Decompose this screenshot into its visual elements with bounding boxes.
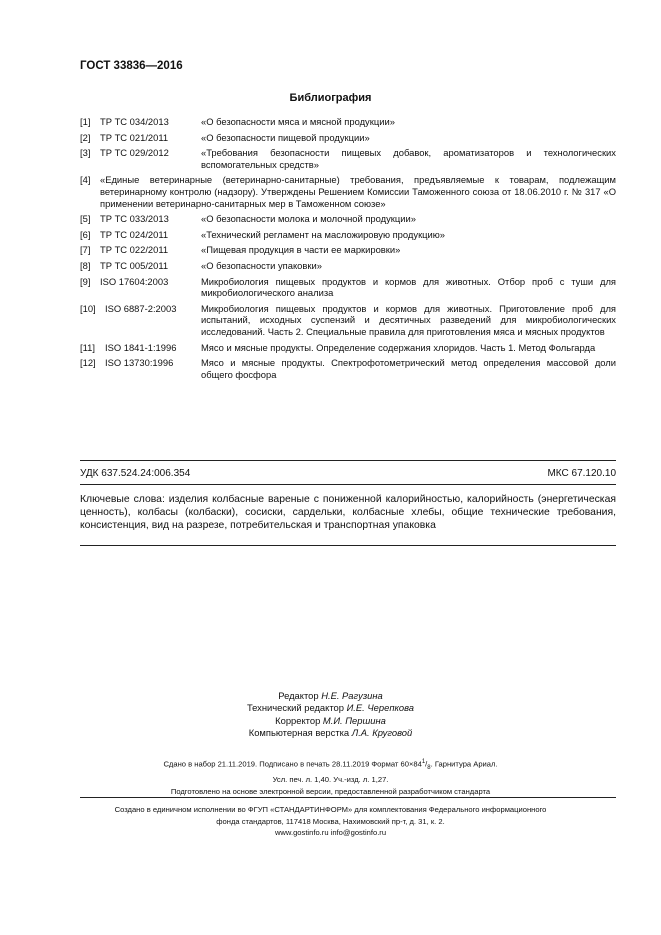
- bib-item-code: ТР ТС 024/2011: [100, 228, 169, 240]
- credit-name: М.И. Першина: [322, 714, 386, 726]
- bib-item: [80, 357, 616, 380]
- credit-role: Компьютерная верстка: [248, 727, 350, 739]
- bib-item-number: [3]: [80, 147, 91, 159]
- bib-item-code: ТР ТС 029/2012: [100, 147, 169, 159]
- bib-item-number: [12]: [80, 357, 96, 369]
- credit-line: [0, 715, 661, 727]
- divider-footer: [80, 797, 616, 798]
- bib-item: [80, 260, 616, 272]
- bib-item-title: Мясо и мясные продукты. Определение содержания хлоридов. Часть 1. Метод Фольгарда: [201, 341, 596, 353]
- bib-item-number: [1]: [80, 116, 91, 127]
- bib-item-number: [2]: [80, 131, 91, 143]
- credit-line: [0, 727, 661, 739]
- print-info: [0, 756, 661, 799]
- bib-item-title: «Технический регламент на масложировую продукцию»: [201, 228, 446, 240]
- bib-item-code: ТР ТС 022/2011: [100, 244, 169, 256]
- bib-item: [80, 147, 616, 170]
- bib-item-number: [9]: [80, 275, 91, 287]
- bib-item-title: «О безопасности упаковки»: [201, 259, 322, 271]
- bib-item: [80, 213, 616, 225]
- print-font: . Гарнитура Ариал.: [430, 759, 498, 769]
- bib-item: [80, 229, 616, 241]
- bib-item-code: ISO 13730:1996: [105, 357, 174, 369]
- credit-role: Технический редактор: [246, 702, 344, 714]
- bib-item-number: [11]: [80, 341, 95, 353]
- bib-item-number: [8]: [80, 259, 91, 271]
- bib-item-number: [5]: [80, 213, 91, 225]
- bib-item-title: «О безопасности мяса и мясной продукции»: [201, 116, 395, 127]
- credit-line: [0, 702, 661, 714]
- footer-links: www.gostinfo.ru info@gostinfo.ru: [274, 828, 387, 838]
- bib-item: [80, 174, 616, 209]
- udk-code: УДК 637.524.24:006.354: [80, 468, 191, 479]
- bib-item-title: «Единые ветеринарные (ветеринарно-санитарные) требования, предъявляемые к товарам, подлежащим ветеринарному контролю (надзору). Утверждены Решением Комиссии Таможенного союза от 18.06.2010 г. № 317 «О применении ветеринарно-санитарных мер в Таможенном союзе»: [100, 174, 616, 209]
- bib-item-code: ISO 6887-2:2003: [105, 302, 177, 314]
- bibliography-list: [80, 116, 616, 384]
- credit-role: Корректор: [275, 714, 321, 726]
- footer-line: Создано в единичном исполнении во ФГУП «СТАНДАРТИНФОРМ» для комплектования Федерального информационного: [114, 805, 547, 814]
- print-dates: Сдано в набор 21.11.2019. Подписано в печать 28.11.2019 Формат 60×84: [163, 759, 422, 769]
- format-numerator: 1: [421, 759, 426, 765]
- format-denominator: 8: [427, 765, 431, 772]
- divider-top: [80, 460, 616, 461]
- standard-number: ГОСТ 33836—2016: [80, 60, 183, 72]
- bib-item: [80, 303, 616, 338]
- bib-item-title: «Требования безопасности пищевых добавок, ароматизаторов и технологических вспомогательных средств»: [201, 147, 616, 170]
- bib-item: [80, 276, 616, 299]
- bib-item-title: Микробиология пищевых продуктов и кормов для животных. Отбор проб с туши для микробиологического анализа: [201, 275, 616, 299]
- bib-item-code: ISO 1841-1:1996: [105, 341, 177, 353]
- mks-code: МКС 67.120.10: [547, 468, 616, 479]
- bib-item: [80, 342, 616, 354]
- print-source: Подготовлено на основе электронной версии, предоставленной разработчиком стандарта: [170, 787, 491, 797]
- bib-item-code: ТР ТС 033/2013: [100, 213, 169, 225]
- credit-line: [0, 690, 661, 702]
- divider-middle: [80, 484, 616, 485]
- bib-item-number: [10]: [80, 302, 96, 314]
- bib-item-title: Мясо и мясные продукты. Спектрофотометрический метод определения массовой доли общего фосфора: [201, 357, 616, 380]
- footer-line: фонда стандартов, 117418 Москва, Нахимовский пр-т, д. 31, к. 2.: [216, 816, 445, 826]
- bib-item-title: «О безопасности молока и молочной продукции»: [201, 213, 416, 225]
- bib-item-number: [6]: [80, 228, 91, 240]
- print-sheets: Усл. печ. л. 1,40. Уч.-изд. л. 1,27.: [272, 775, 389, 785]
- credit-name: Л.А. Круговой: [351, 727, 413, 739]
- credit-name: Н.Е. Рагузина: [321, 690, 383, 701]
- divider-bottom: [80, 545, 616, 546]
- bib-item-number: [4]: [80, 174, 91, 186]
- bib-item: [80, 244, 616, 256]
- bib-item-title: Микробиология пищевых продуктов и кормов для животных. Приготовление проб для испытаний, исходных суспензий и десятичных разведений для микробиологических исследований. Часть 2. Специальные правила для приготовления мяса и мясных продуктов: [201, 302, 616, 337]
- bib-item-title: «О безопасности пищевой продукции»: [201, 131, 370, 143]
- credits-block: [0, 690, 661, 740]
- bib-item: [80, 132, 616, 144]
- bibliography-title: Библиография: [289, 92, 372, 104]
- bib-item-code: ТР ТС 034/2013: [100, 116, 169, 127]
- bib-item: [80, 116, 616, 128]
- bib-item-code: ТР ТС 005/2011: [100, 259, 169, 271]
- print-info-line: Сдано в набор 21.11.2019. Подписано в печать 28.11.2019 Формат $60\times 84^1/_8$. Гарнитура Ариал.: [163, 759, 498, 772]
- bib-item-code: ТР ТС 021/2011: [100, 131, 169, 143]
- keywords-text: Ключевые слова: изделия колбасные вареные с пониженной калорийностью, калорийность (энергетическая ценность), колбасы (колбаски), сосиски, сардельки, колбасные хлебы, общие технические требования, консистенция, вид на разрезе, потребительская и транспортная упаковка: [80, 494, 616, 531]
- footer: [0, 804, 661, 839]
- bib-item-code: ISO 17604:2003: [100, 275, 169, 287]
- credit-name: И.Е. Черепкова: [346, 702, 415, 714]
- bib-item-title: «Пищевая продукция в части ее маркировки»: [201, 244, 401, 256]
- credit-role: Редактор: [278, 690, 319, 701]
- bib-item-number: [7]: [80, 244, 91, 256]
